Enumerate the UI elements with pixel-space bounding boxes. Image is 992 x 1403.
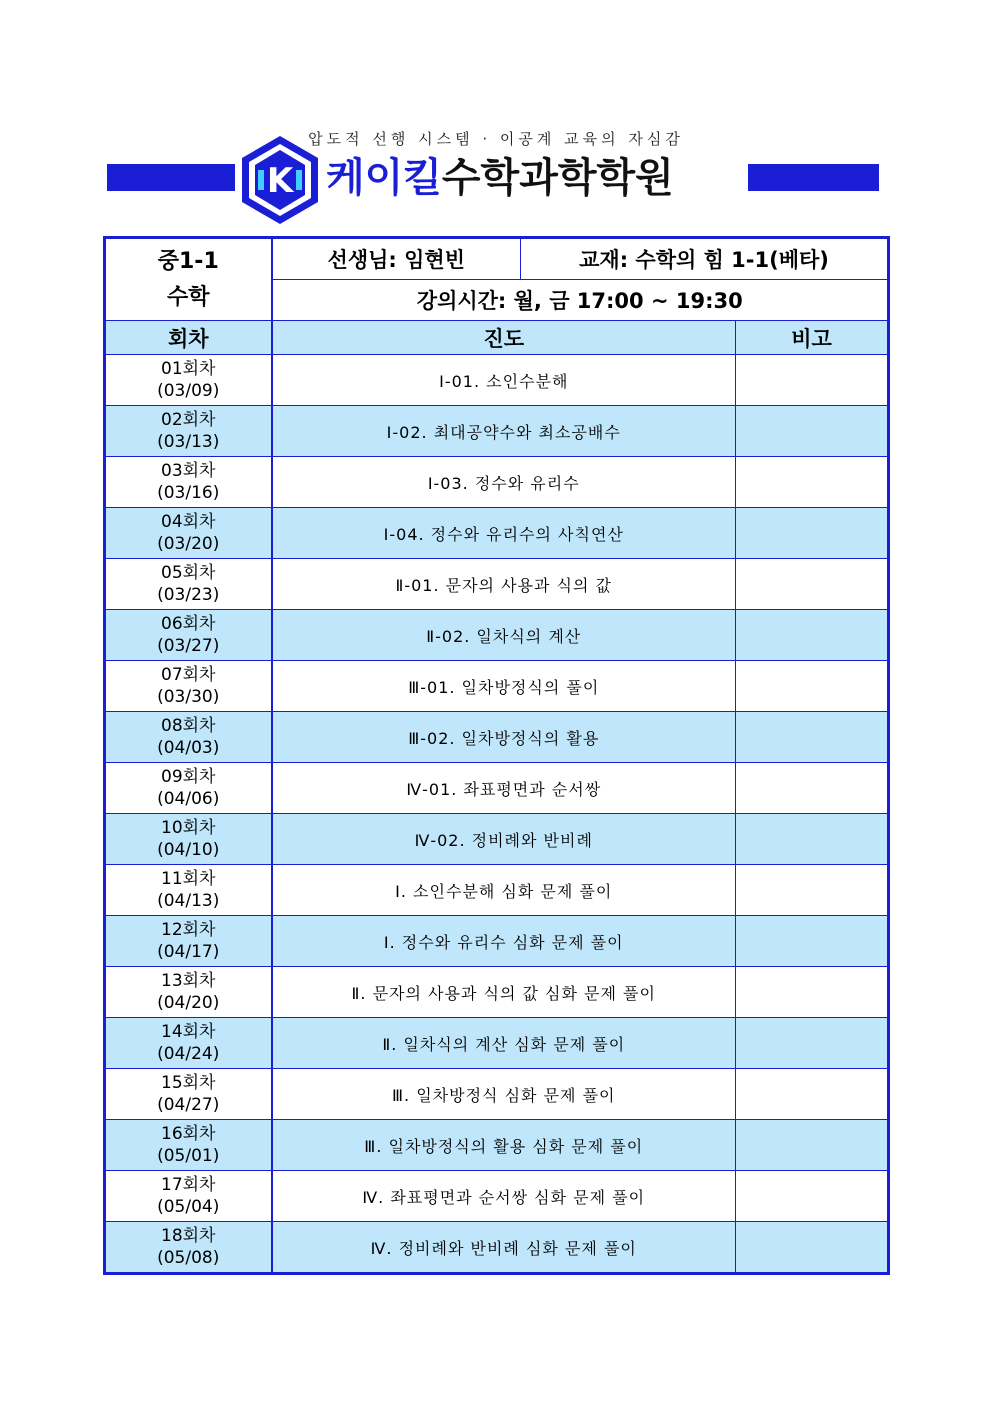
- note-cell: [736, 457, 889, 508]
- progress-cell: Ⅲ-02. 일차방정식의 활용: [272, 712, 736, 763]
- session-date: (04/06): [157, 789, 220, 809]
- table-row: [105, 1018, 889, 1069]
- progress-cell: Ⅰ-01. 소인수분해: [272, 355, 736, 406]
- session-date: (04/03): [157, 738, 220, 758]
- slogan: 압도적 선행 시스템 · 이공계 교육의 자심감: [308, 130, 684, 148]
- session-number: 12회차: [161, 920, 216, 940]
- session-date: (04/17): [157, 942, 220, 962]
- table-row: [105, 916, 889, 967]
- session-cell: [105, 916, 272, 967]
- table-row: [105, 610, 889, 661]
- session-number: 03회차: [161, 461, 216, 481]
- table-row: [105, 1120, 889, 1171]
- table-row: [105, 1171, 889, 1222]
- progress-cell: Ⅰ-02. 최대공약수와 최소공배수: [272, 406, 736, 457]
- session-date: (03/16): [157, 483, 220, 503]
- progress-cell: Ⅱ. 문자의 사용과 식의 값 심화 문제 풀이: [272, 967, 736, 1018]
- session-number: 05회차: [161, 563, 216, 583]
- table-row: [105, 355, 889, 406]
- session-cell: [105, 355, 272, 406]
- note-cell: [736, 559, 889, 610]
- progress-cell: Ⅲ. 일차방정식 심화 문제 풀이: [272, 1069, 736, 1120]
- session-header: 회차: [105, 321, 272, 355]
- session-date: (03/27): [157, 636, 220, 656]
- table-row: [105, 865, 889, 916]
- session-date: (05/08): [157, 1248, 220, 1268]
- note-cell: [736, 1018, 889, 1069]
- session-cell: [105, 712, 272, 763]
- progress-cell: Ⅰ-03. 정수와 유리수: [272, 457, 736, 508]
- note-cell: [736, 763, 889, 814]
- session-cell: [105, 967, 272, 1018]
- logo-letter: K: [266, 161, 294, 201]
- table-row: [105, 661, 889, 712]
- note-cell: [736, 814, 889, 865]
- progress-cell: Ⅱ-01. 문자의 사용과 식의 값: [272, 559, 736, 610]
- session-cell: [105, 1171, 272, 1222]
- progress-cell: Ⅱ-02. 일차식의 계산: [272, 610, 736, 661]
- note-cell: [736, 712, 889, 763]
- session-cell: [105, 406, 272, 457]
- academy-name: [326, 150, 674, 206]
- table-row: [105, 1069, 889, 1120]
- session-number: 15회차: [161, 1073, 216, 1093]
- session-number: 01회차: [161, 359, 216, 379]
- brand-secondary: 수학과학학원: [441, 155, 674, 201]
- note-cell: [736, 1222, 889, 1274]
- schedule-table: [103, 236, 890, 1275]
- column-header-row: [105, 321, 889, 355]
- session-date: (03/20): [157, 534, 220, 554]
- session-cell: [105, 610, 272, 661]
- progress-cell: Ⅲ-01. 일차방정식의 풀이: [272, 661, 736, 712]
- info-row-1: [105, 238, 889, 280]
- note-cell: [736, 1120, 889, 1171]
- table-row: [105, 967, 889, 1018]
- session-date: (03/23): [157, 585, 220, 605]
- table-row: [105, 559, 889, 610]
- session-cell: [105, 559, 272, 610]
- table-row: [105, 508, 889, 559]
- progress-cell: Ⅰ-04. 정수와 유리수의 사칙연산: [272, 508, 736, 559]
- class-cell: [105, 238, 272, 321]
- note-cell: [736, 1069, 889, 1120]
- progress-cell: Ⅰ. 소인수분해 심화 문제 풀이: [272, 865, 736, 916]
- session-number: 16회차: [161, 1124, 216, 1144]
- session-number: 07회차: [161, 665, 216, 685]
- session-cell: [105, 457, 272, 508]
- session-number: 10회차: [161, 818, 216, 838]
- subject: 수학: [166, 284, 210, 310]
- lecture-time-cell: 강의시간: 월, 금 17:00 ~ 19:30: [272, 280, 889, 321]
- session-date: (04/13): [157, 891, 220, 911]
- session-cell: [105, 814, 272, 865]
- session-cell: [105, 1120, 272, 1171]
- session-date: (04/24): [157, 1044, 220, 1064]
- session-cell: [105, 1069, 272, 1120]
- session-date: (03/09): [157, 381, 220, 401]
- table-row: [105, 814, 889, 865]
- session-date: (05/04): [157, 1197, 220, 1217]
- session-date: (03/30): [157, 687, 220, 707]
- table-row: [105, 1222, 889, 1274]
- note-cell: [736, 967, 889, 1018]
- progress-header: 진도: [272, 321, 736, 355]
- table-row: [105, 763, 889, 814]
- note-cell: [736, 610, 889, 661]
- session-date: (05/01): [157, 1146, 220, 1166]
- session-date: (04/20): [157, 993, 220, 1013]
- session-number: 08회차: [161, 716, 216, 736]
- k-logo-icon: [238, 134, 322, 226]
- note-cell: [736, 661, 889, 712]
- session-number: 04회차: [161, 512, 216, 532]
- teacher-cell: 선생님: 임현빈: [272, 238, 521, 280]
- session-date: (03/13): [157, 432, 220, 452]
- session-number: 09회차: [161, 767, 216, 787]
- table-row: [105, 712, 889, 763]
- session-number: 02회차: [161, 410, 216, 430]
- session-number: 11회차: [161, 869, 216, 889]
- right-brand-bar: [748, 164, 879, 191]
- left-brand-bar: [107, 164, 235, 191]
- note-cell: [736, 508, 889, 559]
- note-cell: [736, 1171, 889, 1222]
- table-row: [105, 457, 889, 508]
- session-cell: [105, 1222, 272, 1274]
- session-number: 17회차: [161, 1175, 216, 1195]
- academy-header: [0, 120, 992, 230]
- class-level: 중1-1: [157, 248, 219, 274]
- session-cell: [105, 763, 272, 814]
- session-number: 13회차: [161, 971, 216, 991]
- progress-cell: Ⅳ-01. 좌표평면과 순서쌍: [272, 763, 736, 814]
- progress-cell: Ⅳ. 정비례와 반비례 심화 문제 풀이: [272, 1222, 736, 1274]
- table-row: [105, 406, 889, 457]
- textbook-cell: 교재: 수학의 힘 1-1(베타): [521, 238, 889, 280]
- session-cell: [105, 1018, 272, 1069]
- note-header: 비고: [736, 321, 889, 355]
- progress-cell: Ⅱ. 일차식의 계산 심화 문제 풀이: [272, 1018, 736, 1069]
- session-date: (04/10): [157, 840, 220, 860]
- session-date: (04/27): [157, 1095, 220, 1115]
- note-cell: [736, 355, 889, 406]
- note-cell: [736, 865, 889, 916]
- session-number: 14회차: [161, 1022, 216, 1042]
- progress-cell: Ⅳ-02. 정비례와 반비례: [272, 814, 736, 865]
- session-number: 06회차: [161, 614, 216, 634]
- session-number: 18회차: [161, 1226, 216, 1246]
- progress-cell: Ⅰ. 정수와 유리수 심화 문제 풀이: [272, 916, 736, 967]
- brand-primary: 케이킬: [326, 155, 442, 201]
- progress-cell: Ⅳ. 좌표평면과 순서쌍 심화 문제 풀이: [272, 1171, 736, 1222]
- note-cell: [736, 406, 889, 457]
- progress-cell: Ⅲ. 일차방정식의 활용 심화 문제 풀이: [272, 1120, 736, 1171]
- session-cell: [105, 865, 272, 916]
- note-cell: [736, 916, 889, 967]
- session-cell: [105, 661, 272, 712]
- session-cell: [105, 508, 272, 559]
